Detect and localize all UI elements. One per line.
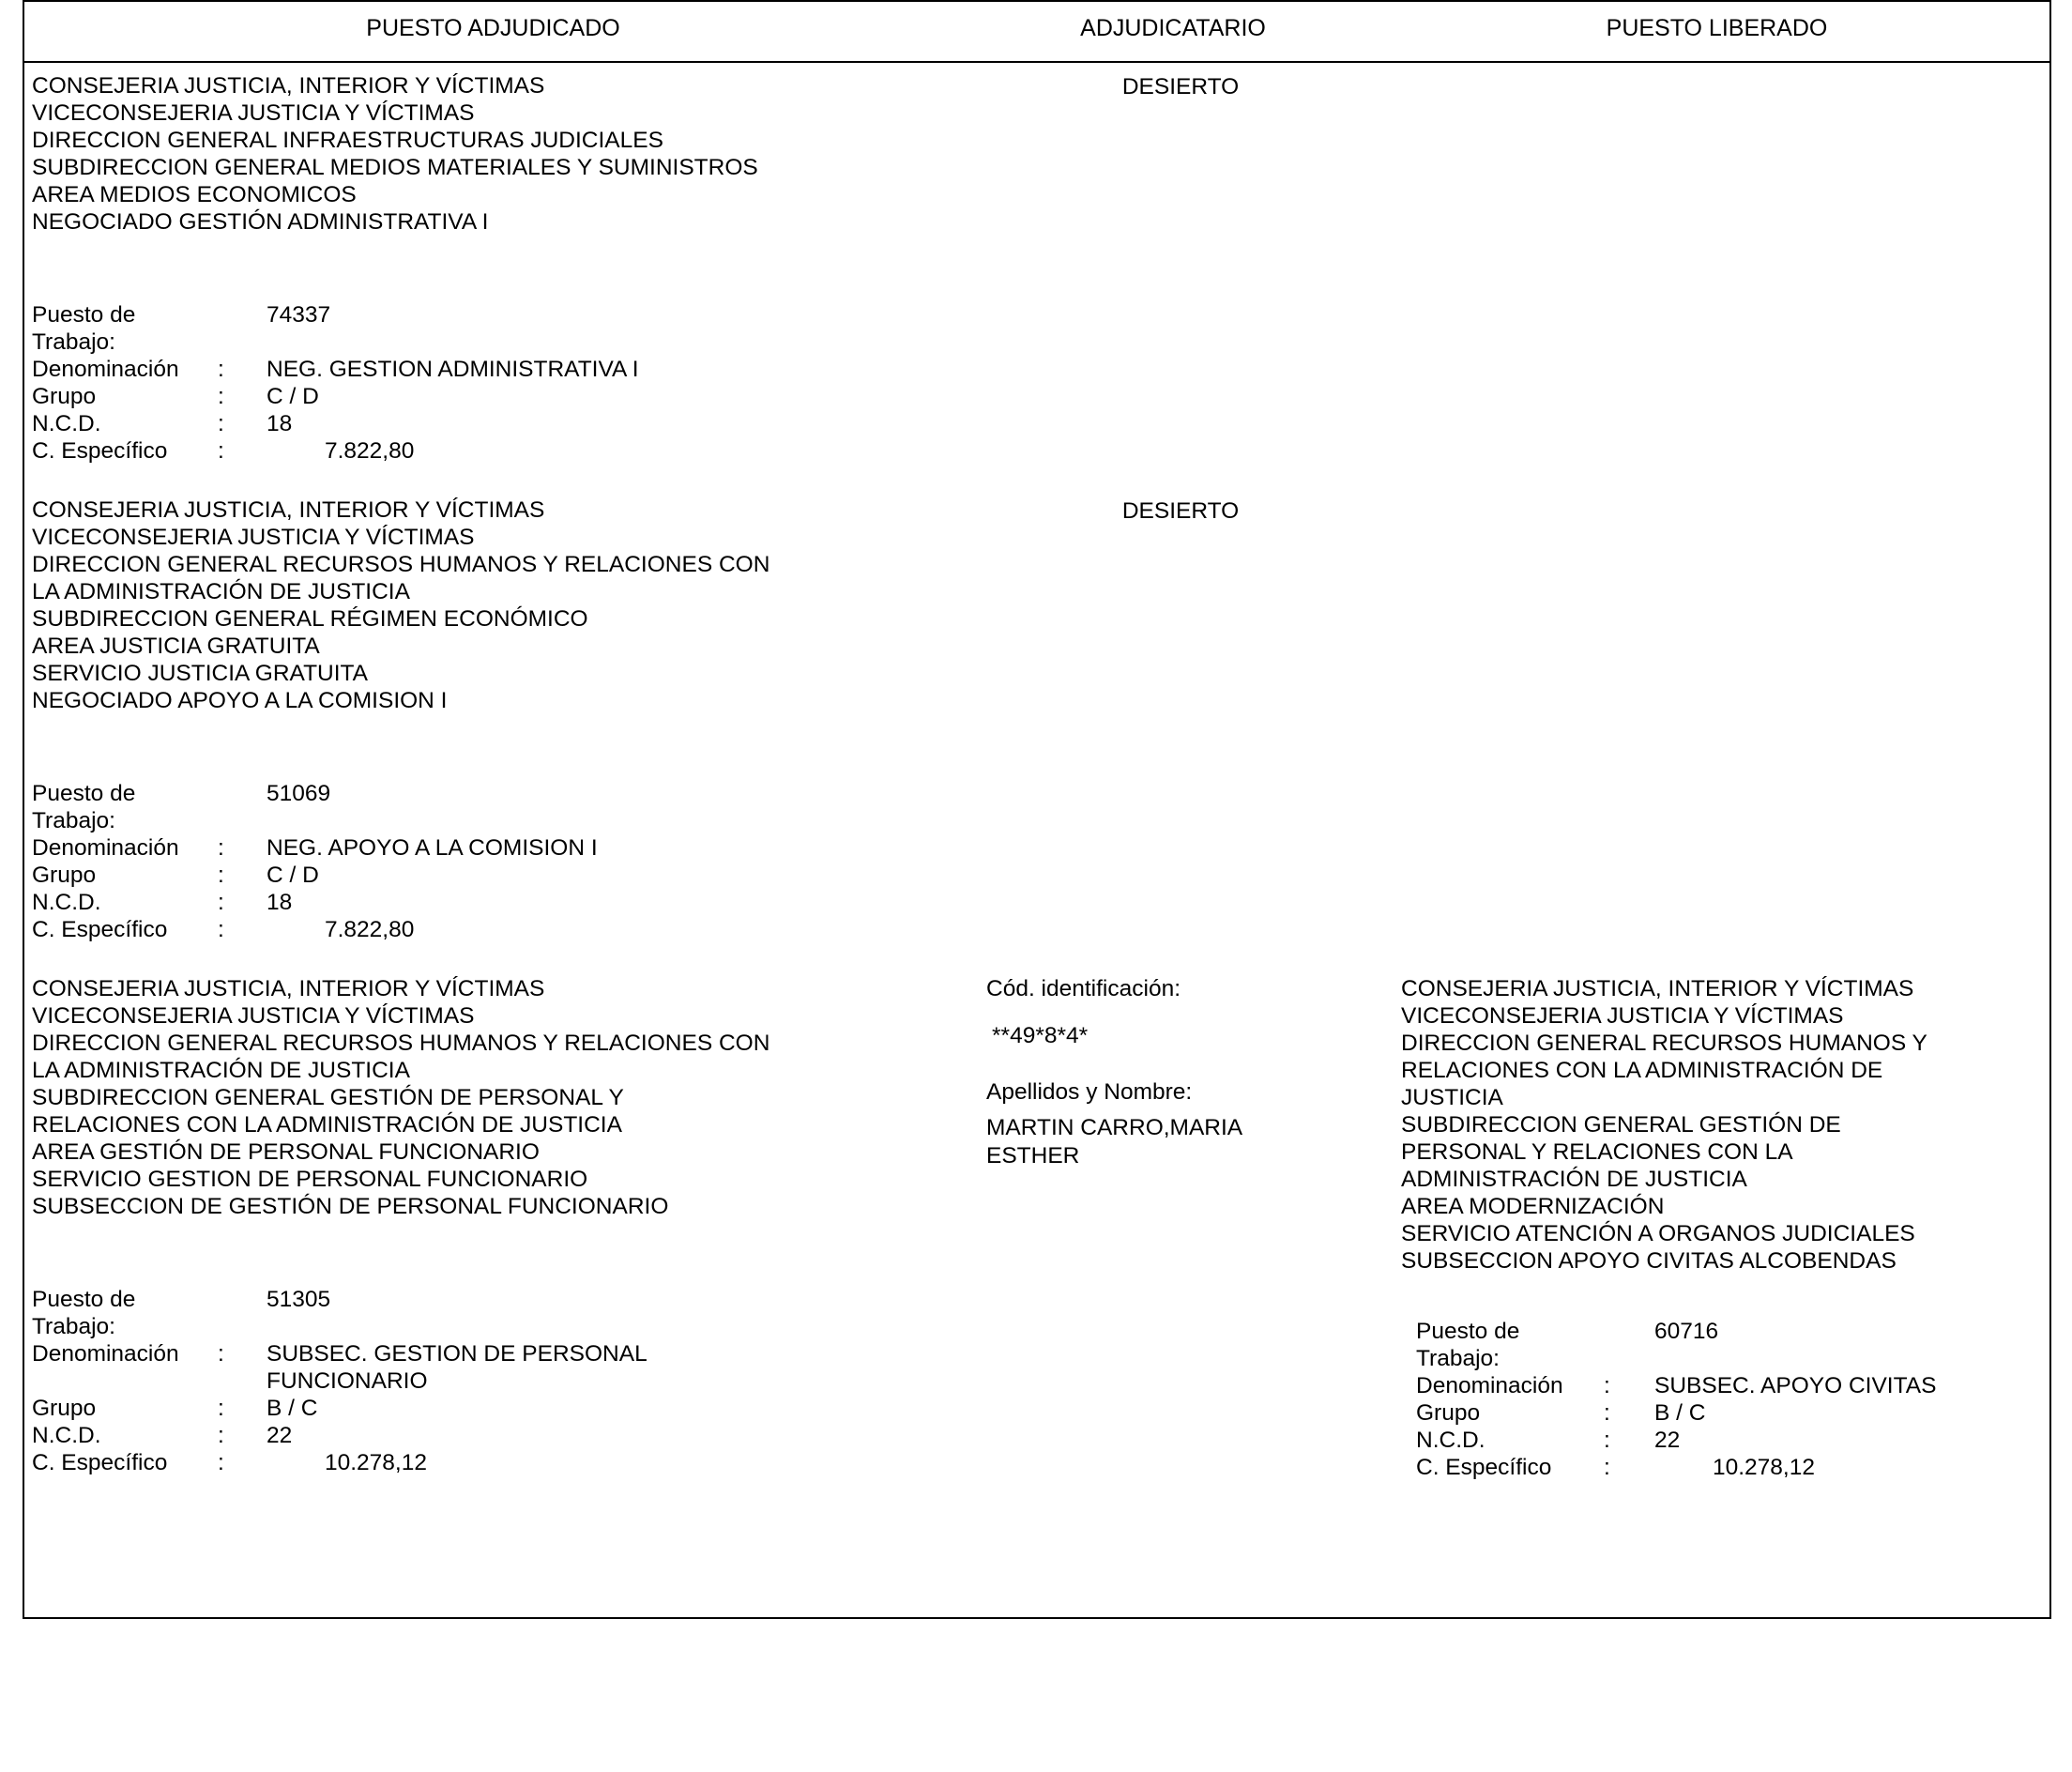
table-row (23, 62, 2050, 487)
org-line: AREA JUSTICIA GRATUITA (32, 634, 320, 659)
field-value-puesto-trabajo: 51069 (267, 781, 331, 806)
colon: : (218, 411, 224, 436)
colon: : (218, 835, 224, 861)
cell-puesto-liberado (1384, 487, 2050, 966)
org-line: DIRECCION GENERAL RECURSOS HUMANOS Y RELACIONES CON (32, 1031, 770, 1056)
org-line: DIRECCION GENERAL RECURSOS HUMANOS Y (1401, 1031, 1927, 1056)
field-value-ncd: 18 (267, 890, 293, 915)
field-value-c-especifico: 7.822,80 (325, 438, 415, 464)
field-label-c-especifico: C. Específico (32, 1450, 168, 1475)
org-line: VICECONSEJERIA JUSTICIA Y VÍCTIMAS (32, 1003, 475, 1029)
org-line: CONSEJERIA JUSTICIA, INTERIOR Y VÍCTIMAS (1401, 976, 1914, 1001)
field-value-denominacion: NEG. GESTION ADMINISTRATIVA I (267, 357, 639, 382)
field-value-denominacion: NEG. APOYO A LA COMISION I (267, 835, 598, 861)
field-label-puesto-trabajo: Puesto de Trabajo: (32, 1287, 136, 1339)
adjudicaciones-table (23, 0, 2051, 1619)
org-line: DIRECCION GENERAL RECURSOS HUMANOS Y RELACIONES CON (32, 552, 770, 577)
status-desierto: DESIERTO (1121, 74, 1240, 99)
table-row (23, 966, 2050, 1618)
colon: : (218, 438, 224, 464)
field-label-grupo: Grupo (32, 1396, 97, 1421)
field-label-denominacion: Denominación (1416, 1373, 1563, 1398)
field-value-grupo: B / C (267, 1396, 318, 1421)
adjudicatario-block (986, 975, 1375, 1170)
field-value-puesto-trabajo: 74337 (267, 302, 331, 328)
field-value-apellidos-nombre-line1: MARTIN CARRO,MARIA (986, 1115, 1243, 1140)
field-value-denominacion-line1: SUBSEC. GESTION DE PERSONAL (267, 1341, 648, 1367)
colon: : (218, 890, 224, 915)
field-label-denominacion: Denominación (32, 1341, 179, 1367)
field-value-grupo: C / D (267, 863, 319, 888)
org-line: AREA GESTIÓN DE PERSONAL FUNCIONARIO (32, 1139, 540, 1165)
org-line: SERVICIO JUSTICIA GRATUITA (32, 661, 369, 686)
field-value-ncd: 22 (267, 1423, 293, 1448)
org-line: RELACIONES CON LA ADMINISTRACIÓN DE JUSTICIA (32, 1112, 622, 1138)
field-label-puesto-trabajo: Puesto de Trabajo: (32, 781, 136, 833)
cell-puesto-liberado (1384, 966, 2050, 1618)
field-value-apellidos-nombre-line2: ESTHER (986, 1143, 1080, 1169)
field-label-ncd: N.C.D. (32, 890, 101, 915)
cell-puesto-adjudicado (23, 62, 962, 487)
field-label-grupo: Grupo (1416, 1400, 1481, 1426)
field-value-ncd: 18 (267, 411, 293, 436)
colon: : (1604, 1455, 1610, 1480)
table-header (23, 1, 2050, 62)
field-label-ncd: N.C.D. (32, 411, 101, 436)
org-line: NEGOCIADO APOYO A LA COMISION I (32, 688, 448, 713)
field-label-apellidos-nombre: Apellidos y Nombre: (986, 1079, 1193, 1105)
field-label-denominacion: Denominación (32, 835, 179, 861)
field-value-ncd: 22 (1654, 1428, 1681, 1453)
org-line: SUBDIRECCION GENERAL MEDIOS MATERIALES Y SUMINISTROS (32, 155, 758, 180)
colon: : (218, 1341, 224, 1367)
org-line: LA ADMINISTRACIÓN DE JUSTICIA (32, 579, 410, 604)
table-row (23, 487, 2050, 966)
colon: : (218, 1423, 224, 1448)
column-header-puesto-adjudicado: PUESTO ADJUDICADO (23, 1, 962, 62)
field-value-grupo: B / C (1654, 1400, 1706, 1426)
org-line: LA ADMINISTRACIÓN DE JUSTICIA (32, 1058, 410, 1083)
field-value-cod-identificacion: **49*8*4* (992, 1023, 1089, 1048)
cell-puesto-adjudicado (23, 966, 962, 1618)
org-line: JUSTICIA (1401, 1085, 1503, 1110)
org-line: CONSEJERIA JUSTICIA, INTERIOR Y VÍCTIMAS (32, 73, 545, 99)
org-line: SUBDIRECCION GENERAL GESTIÓN DE (1401, 1112, 1841, 1138)
field-label-ncd: N.C.D. (1416, 1428, 1485, 1453)
cell-adjudicatario (962, 62, 1384, 487)
colon: : (218, 1396, 224, 1421)
org-line: VICECONSEJERIA JUSTICIA Y VÍCTIMAS (1401, 1003, 1844, 1029)
puesto-liberado-details (1401, 1318, 2040, 1481)
field-label-cod-identificacion: Cód. identificación: (986, 976, 1181, 1001)
colon: : (1604, 1400, 1610, 1426)
org-line: SUBDIRECCION GENERAL RÉGIMEN ECONÓMICO (32, 606, 588, 632)
field-label-ncd: N.C.D. (32, 1423, 101, 1448)
field-label-c-especifico: C. Específico (32, 917, 168, 942)
org-line: CONSEJERIA JUSTICIA, INTERIOR Y VÍCTIMAS (32, 497, 545, 523)
org-line: PERSONAL Y RELACIONES CON LA (1401, 1139, 1793, 1165)
column-header-adjudicatario: ADJUDICATARIO (962, 1, 1384, 62)
org-line: SUBSECCION DE GESTIÓN DE PERSONAL FUNCIONARIO (32, 1194, 669, 1219)
colon: : (218, 863, 224, 888)
org-line: SUBSECCION APOYO CIVITAS ALCOBENDAS (1401, 1248, 1897, 1274)
colon: : (1604, 1373, 1610, 1398)
table-body (23, 62, 2050, 1618)
org-line: VICECONSEJERIA JUSTICIA Y VÍCTIMAS (32, 525, 475, 550)
colon: : (218, 357, 224, 382)
org-line: VICECONSEJERIA JUSTICIA Y VÍCTIMAS (32, 100, 475, 126)
org-line: SUBDIRECCION GENERAL GESTIÓN DE PERSONAL Y (32, 1085, 624, 1110)
org-line: AREA MODERNIZACIÓN (1401, 1194, 1665, 1219)
field-value-grupo: C / D (267, 384, 319, 409)
puesto-details (32, 301, 956, 465)
field-label-puesto-trabajo: Puesto de Trabajo: (32, 302, 136, 355)
org-line: ADMINISTRACIÓN DE JUSTICIA (1401, 1167, 1747, 1192)
org-line: RELACIONES CON LA ADMINISTRACIÓN DE (1401, 1058, 1883, 1083)
org-line: DIRECCION GENERAL INFRAESTRUCTURAS JUDICIALES (32, 128, 663, 153)
field-value-puesto-trabajo: 60716 (1654, 1319, 1719, 1344)
colon: : (218, 1450, 224, 1475)
org-line: CONSEJERIA JUSTICIA, INTERIOR Y VÍCTIMAS (32, 976, 545, 1001)
colon: : (218, 384, 224, 409)
puesto-details (32, 780, 956, 943)
field-label-denominacion: Denominación (32, 357, 179, 382)
field-label-grupo: Grupo (32, 384, 97, 409)
cell-adjudicatario (962, 487, 1384, 966)
field-label-puesto-trabajo: Puesto de Trabajo: (1416, 1319, 1520, 1371)
column-header-puesto-liberado: PUESTO LIBERADO (1384, 1, 2050, 62)
puesto-details (32, 1286, 956, 1476)
field-value-c-especifico: 10.278,12 (1713, 1455, 1815, 1480)
field-label-grupo: Grupo (32, 863, 97, 888)
field-value-denominacion-line2: FUNCIONARIO (267, 1368, 428, 1394)
cell-adjudicatario (962, 966, 1384, 1618)
field-value-puesto-trabajo: 51305 (267, 1287, 331, 1312)
status-desierto: DESIERTO (1121, 498, 1240, 524)
org-line: AREA MEDIOS ECONOMICOS (32, 182, 357, 207)
field-value-c-especifico: 7.822,80 (325, 917, 415, 942)
org-line: SERVICIO GESTION DE PERSONAL FUNCIONARIO (32, 1167, 588, 1192)
field-label-c-especifico: C. Específico (1416, 1455, 1552, 1480)
field-value-c-especifico: 10.278,12 (325, 1450, 427, 1475)
org-line: SERVICIO ATENCIÓN A ORGANOS JUDICIALES (1401, 1221, 1915, 1246)
cell-puesto-liberado (1384, 62, 2050, 487)
field-label-c-especifico: C. Específico (32, 438, 168, 464)
colon: : (218, 917, 224, 942)
colon: : (1604, 1428, 1610, 1453)
cell-puesto-adjudicado (23, 487, 962, 966)
table-header-row (23, 1, 2050, 62)
org-line: NEGOCIADO GESTIÓN ADMINISTRATIVA I (32, 209, 489, 235)
field-value-denominacion: SUBSEC. APOYO CIVITAS (1654, 1373, 1937, 1398)
